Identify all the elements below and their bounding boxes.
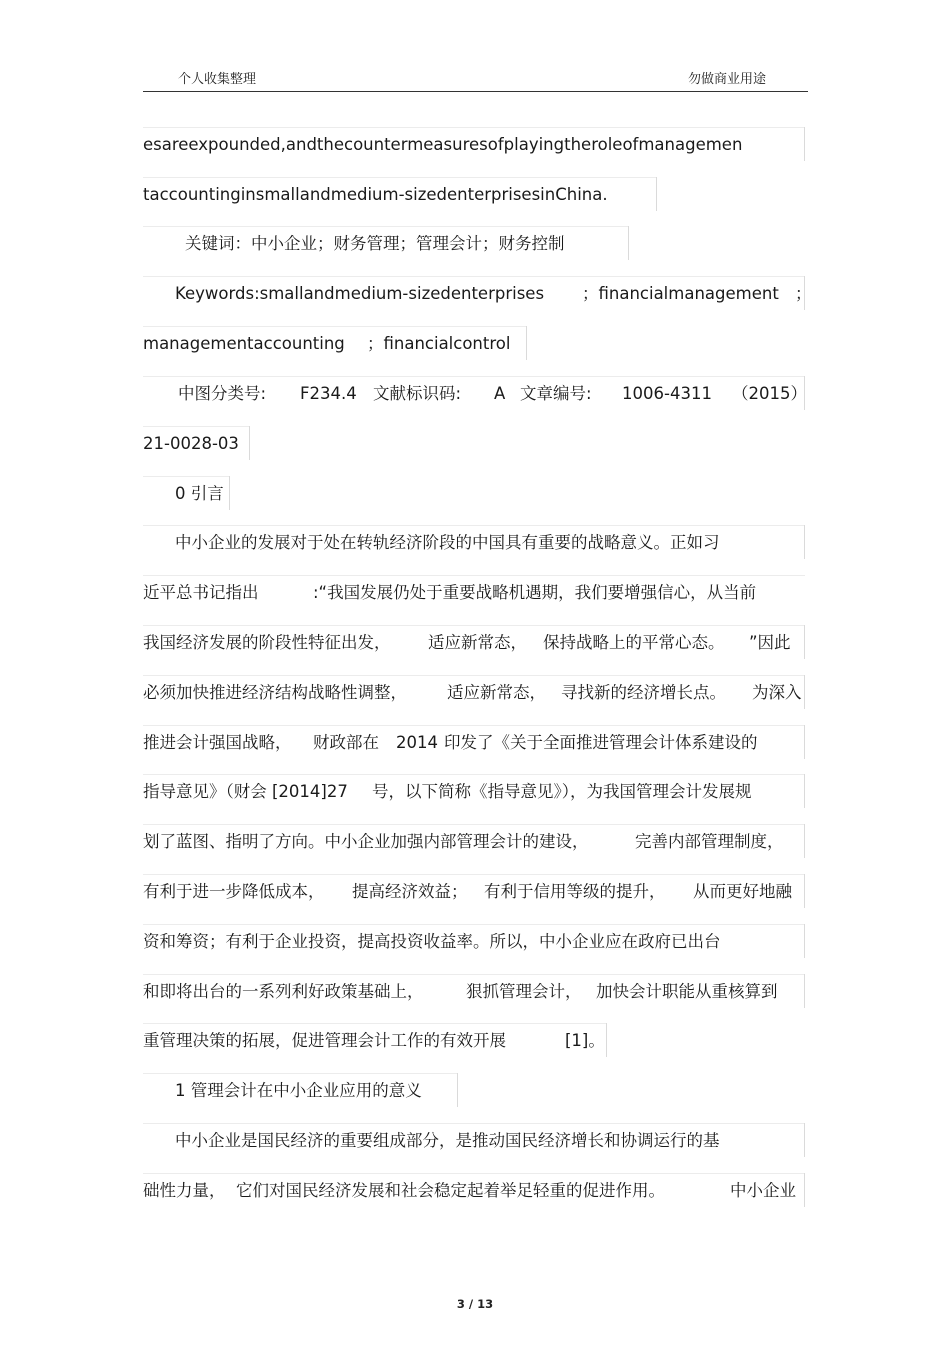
page-number: 3 / 13 [456, 1297, 494, 1311]
header-right-text: 勿做商业用途 [688, 72, 767, 87]
header-left-text: 个人收集整理 [178, 72, 257, 87]
header-rule [143, 91, 808, 92]
